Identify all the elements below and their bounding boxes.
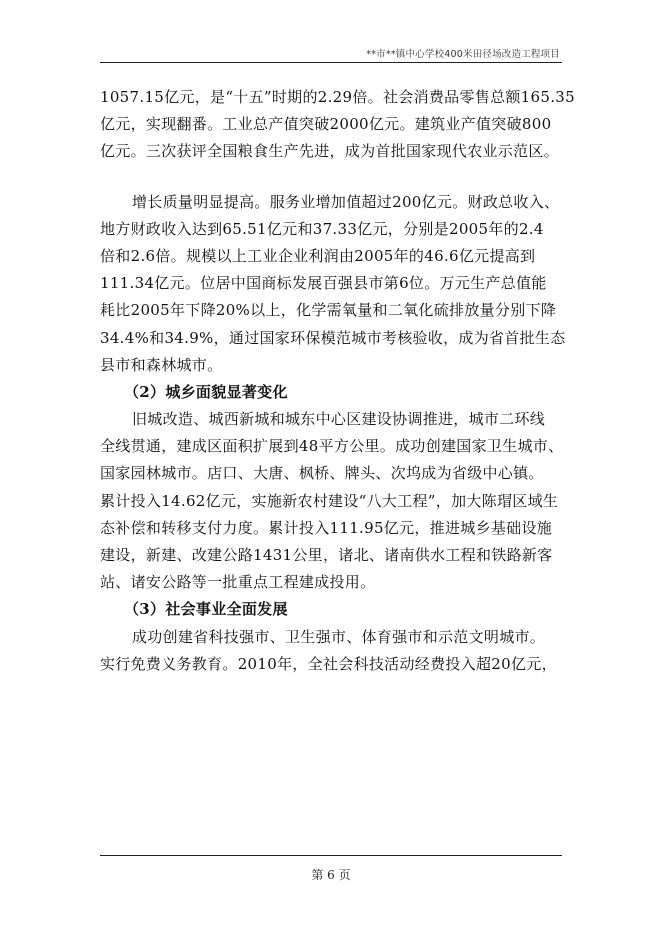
text-line: 实行免费义务教育。2010年，全社会科技活动经费投入超20亿元，: [100, 654, 557, 673]
text-line: 34.4%和34.9%，通过国家环保模范城市考核验收，成为省首批生态: [100, 328, 566, 347]
text-line: 亿元。三次获评全国粮食生产先进，成为首批国家现代农业示范区。: [100, 142, 560, 161]
footer-divider: [100, 855, 562, 856]
text-line: 全线贯通，建成区面积扩展到48平方公里。成功创建国家卫生城市、: [100, 437, 564, 456]
text-line: 增长质量明显提高。服务业增加值超过200亿元。财政总收入、: [132, 192, 560, 211]
header-divider: [100, 62, 562, 63]
document-body: [100, 84, 575, 678]
section-heading-2: （2）城乡面貌显著变化: [124, 382, 288, 401]
text-line: 县市和森林城市。: [100, 355, 223, 374]
page-number: 第 6 页: [311, 868, 351, 882]
paragraph-gap: [100, 166, 564, 189]
text-line: 亿元，实现翻番。工业总产值突破2000亿元。建筑业产值突破800: [100, 115, 552, 134]
text-line: 地方财政收入达到65.51亿元和37.33亿元，分别是2005年的2.4: [100, 219, 544, 238]
running-header: **市**镇中心学校400米田径场改造工程项目: [366, 49, 560, 60]
section-heading-3: （3）社会事业全面发展: [124, 600, 288, 619]
text-line: 国家园林城市。店口、大唐、枫桥、牌头、次坞成为省级中心镇。: [100, 464, 544, 483]
text-line: 倍和2.6倍。规模以上工业企业利润由2005年的46.6亿元提高到: [100, 246, 536, 265]
text-line: 建设，新建、改建公路1431公里，诸北、诸南供水工程和铁路新客: [100, 546, 553, 564]
text-line: 旧城改造、城西新城和城东中心区建设协调推进，城市二环线: [132, 410, 546, 429]
text-line: 累计投入14.62亿元，实施新农村建设“八大工程”，加大陈瑁区域生: [100, 491, 559, 510]
text-line: 态补偿和转移支付力度。累计投入111.95亿元，推进城乡基础设施: [100, 518, 553, 537]
text-line: 1057.15亿元，是“十五”时期的2.29倍。社会消费品零售总额165.35: [100, 88, 575, 106]
text-line: 站、诸安公路等一批重点工程建成投用。: [100, 573, 376, 592]
text-line: 耗比2005年下降20%以上，化学需氧量和二氧化硫排放量分别下降: [100, 301, 557, 320]
text-line: 111.34亿元。位居中国商标发展百强县市第6位。万元生产总值能: [100, 274, 547, 293]
text-line: 成功创建省科技强市、卫生强市、体育强市和示范文明城市。: [132, 627, 546, 646]
